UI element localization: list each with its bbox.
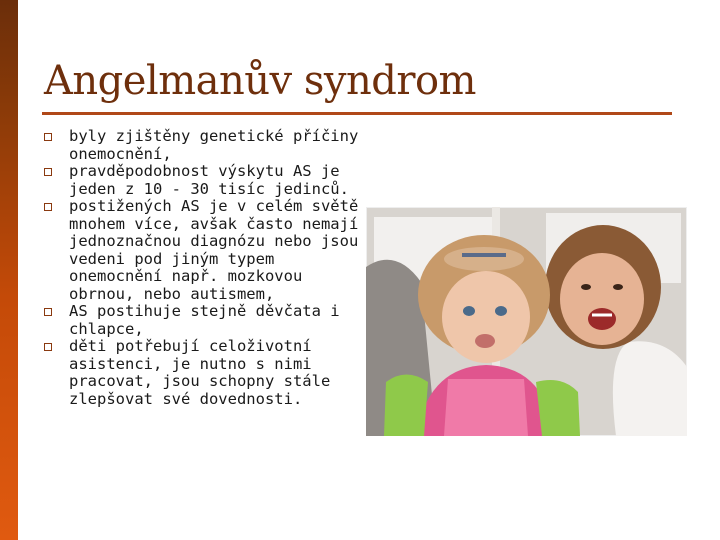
bullet-item — [44, 128, 364, 163]
photo-illustration — [366, 207, 687, 436]
title-underline — [42, 112, 672, 115]
slide-title: Angelmanův syndrom — [44, 58, 476, 104]
square-bullet-icon — [44, 203, 52, 211]
bullet-list — [44, 128, 364, 408]
bullet-item — [44, 303, 364, 338]
square-bullet-icon — [44, 308, 52, 316]
bullet-text: byly zjištěny genetické příčiny onemocnění, — [69, 127, 359, 163]
square-bullet-icon — [44, 168, 52, 176]
children-photo — [366, 207, 687, 436]
bullet-text: pravděpodobnost výskytu AS je jeden z 10 - 30 tisíc jedinců. — [69, 162, 349, 198]
bullet-text: postižených AS je v celém světě mnohem více, avšak často nemají jednoznačnou diagnózu nebo jsou vedeni pod jiným typem onemocnění např. mozkovou obrnou, nebo autismem, — [69, 197, 359, 303]
decorative-side-bar — [0, 0, 18, 540]
bullet-text: děti potřebují celoživotní asistenci, je nutno s nimi pracovat, jsou schopny stále zlepšovat své dovednosti. — [69, 337, 331, 408]
square-bullet-icon — [44, 343, 52, 351]
bullet-text: AS postihuje stejně děvčata i chlapce, — [69, 302, 340, 338]
bullet-item — [44, 163, 364, 198]
bullet-item — [44, 198, 364, 303]
bullet-item — [44, 338, 364, 408]
square-bullet-icon — [44, 133, 52, 141]
